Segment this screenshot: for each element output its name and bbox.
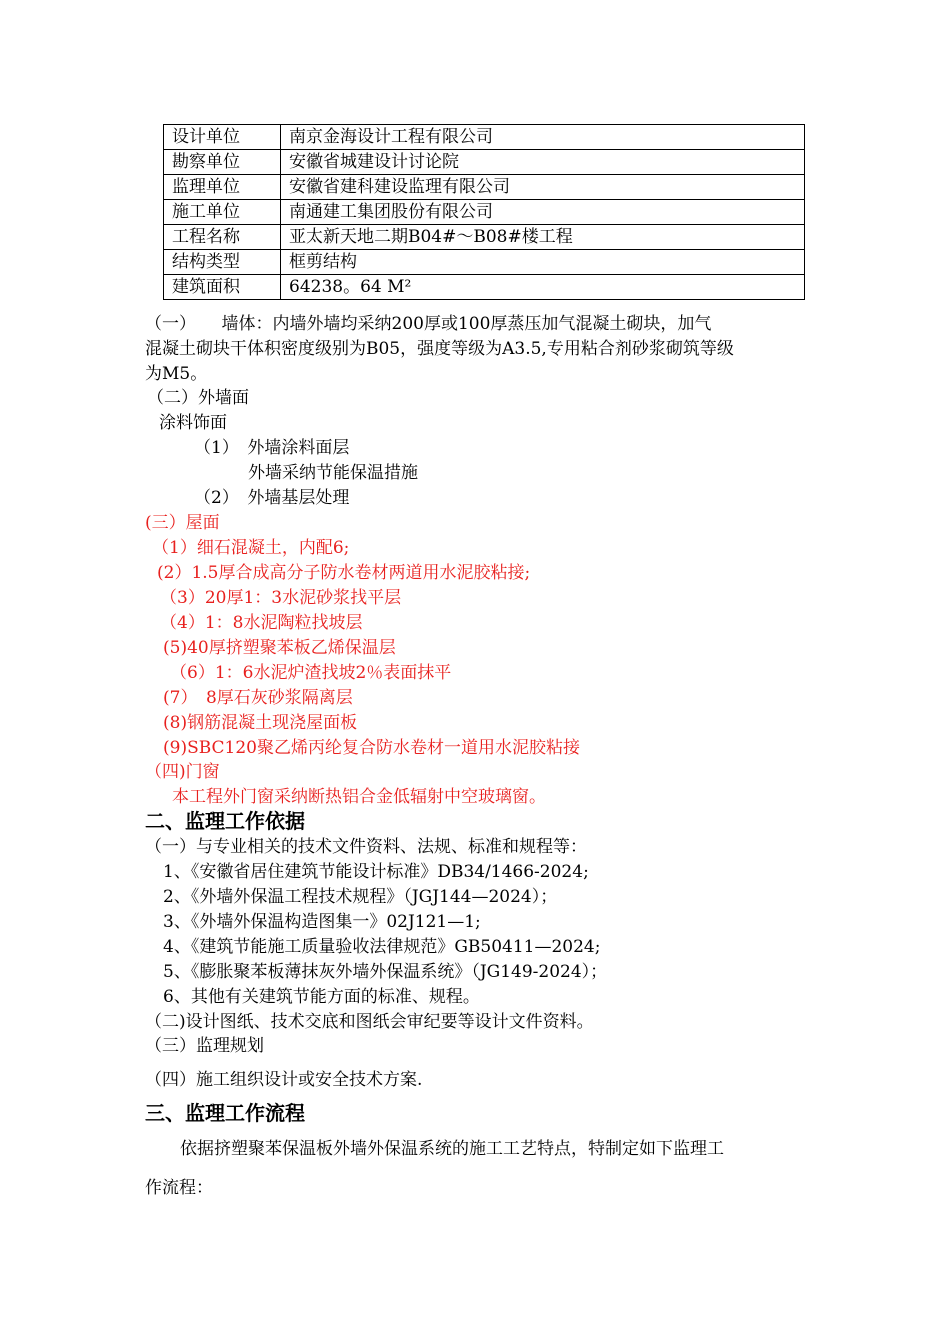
roof-title: (三）屋面	[145, 513, 220, 533]
project-info-table	[163, 124, 805, 300]
table-key: 建筑面积	[164, 275, 281, 300]
table-row	[164, 150, 805, 175]
table-key: 监理单位	[164, 175, 281, 200]
table-row	[164, 200, 805, 225]
basis-item: 1、《安徽省居住建筑节能设计标准》DB34/1466-2024;	[163, 862, 589, 882]
table-value: 亚太新天地二期B04#～B08#楼工程	[281, 225, 805, 250]
basis-p3: （三）监理规划	[145, 1036, 264, 1056]
basis-item: 3、《外墙外保温构造图集一》02J121—1;	[163, 912, 481, 932]
table-value: 安徽省城建设计讨论院	[281, 150, 805, 175]
windows-text: 本工程外门窗采纳断热铝合金低辐射中空玻璃窗。	[172, 787, 546, 807]
exterior-item-1: （1） 外墙涂料面层	[194, 438, 350, 458]
basis-item: 6、其他有关建筑节能方面的标准、规程。	[163, 987, 480, 1007]
wall-line-2: 混凝土砌块干体积密度级别为B05，强度等级为A3.5,专用粘合剂砂浆砌筑等级	[145, 339, 734, 359]
table-row	[164, 250, 805, 275]
table-row	[164, 125, 805, 150]
table-value: 南京金海设计工程有限公司	[281, 125, 805, 150]
section-3-para: 依据挤塑聚苯保温板外墙外保温系统的施工工艺特点，特制定如下监理工	[180, 1139, 724, 1159]
table-key: 工程名称	[164, 225, 281, 250]
table-row	[164, 175, 805, 200]
section-3-heading: 三、监理工作流程	[145, 1101, 305, 1125]
table-value: 64238。64 M²	[281, 275, 805, 300]
table-key: 施工单位	[164, 200, 281, 225]
basis-item: 4、《建筑节能施工质量验收法律规范》GB50411—2024;	[163, 937, 601, 957]
roof-item: (9)SBC120聚乙烯丙纶复合防水卷材一道用水泥胶粘接	[163, 738, 580, 758]
basis-item: 2、《外墙外保温工程技术规程》（JGJ144—2024）；	[163, 887, 558, 907]
roof-item: （4）1：8水泥陶粒找坡层	[160, 613, 363, 633]
roof-item: (5)40厚挤塑聚苯板乙烯保温层	[163, 638, 396, 658]
wall-line-3: 为M5。	[145, 364, 208, 384]
roof-item: (7） 8厚石灰砂浆隔离层	[163, 688, 353, 708]
exterior-item-1b: 外墙采纳节能保温措施	[248, 463, 418, 483]
roof-item: （3）20厚1：3水泥砂浆找平层	[160, 588, 402, 608]
section-2-intro: （一）与专业相关的技术文件资料、法规、标准和规程等：	[145, 837, 587, 857]
basis-p2: （二)设计图纸、技术交底和图纸会审纪要等设计文件资料。	[145, 1012, 594, 1032]
roof-item: (8)钢筋混凝土现浇屋面板	[163, 713, 358, 733]
table-value: 安徽省建科建设监理有限公司	[281, 175, 805, 200]
table-key: 勘察单位	[164, 150, 281, 175]
wall-line-1: （一） 墙体：内墙外墙均采纳200厚或100厚蒸压加气混凝土砌块，加气	[145, 314, 712, 334]
section-3-para-2: 作流程：	[145, 1178, 213, 1198]
table-value: 南通建工集团股份有限公司	[281, 200, 805, 225]
table-key: 设计单位	[164, 125, 281, 150]
basis-item: 5、《膨胀聚苯板薄抹灰外墙外保温系统》（JG149-2024）；	[163, 962, 608, 982]
roof-item: （1）细石混凝土，内配6;	[152, 538, 350, 558]
exterior-sub: 涂料饰面	[159, 413, 227, 433]
table-row	[164, 275, 805, 300]
roof-item: （6）1：6水泥炉渣找坡2％表面抹平	[170, 663, 452, 683]
windows-title: （四)门窗	[145, 762, 220, 782]
table-value: 框剪结构	[281, 250, 805, 275]
basis-p4: （四）施工组织设计或安全技术方案.	[145, 1070, 423, 1090]
table-key: 结构类型	[164, 250, 281, 275]
roof-item: (2）1.5厚合成高分子防水卷材两道用水泥胶粘接;	[157, 563, 531, 583]
exterior-title: （二）外墙面	[147, 388, 249, 408]
exterior-item-2: （2） 外墙基层处理	[194, 488, 350, 508]
table-row	[164, 225, 805, 250]
section-2-heading: 二、监理工作依据	[145, 809, 305, 833]
